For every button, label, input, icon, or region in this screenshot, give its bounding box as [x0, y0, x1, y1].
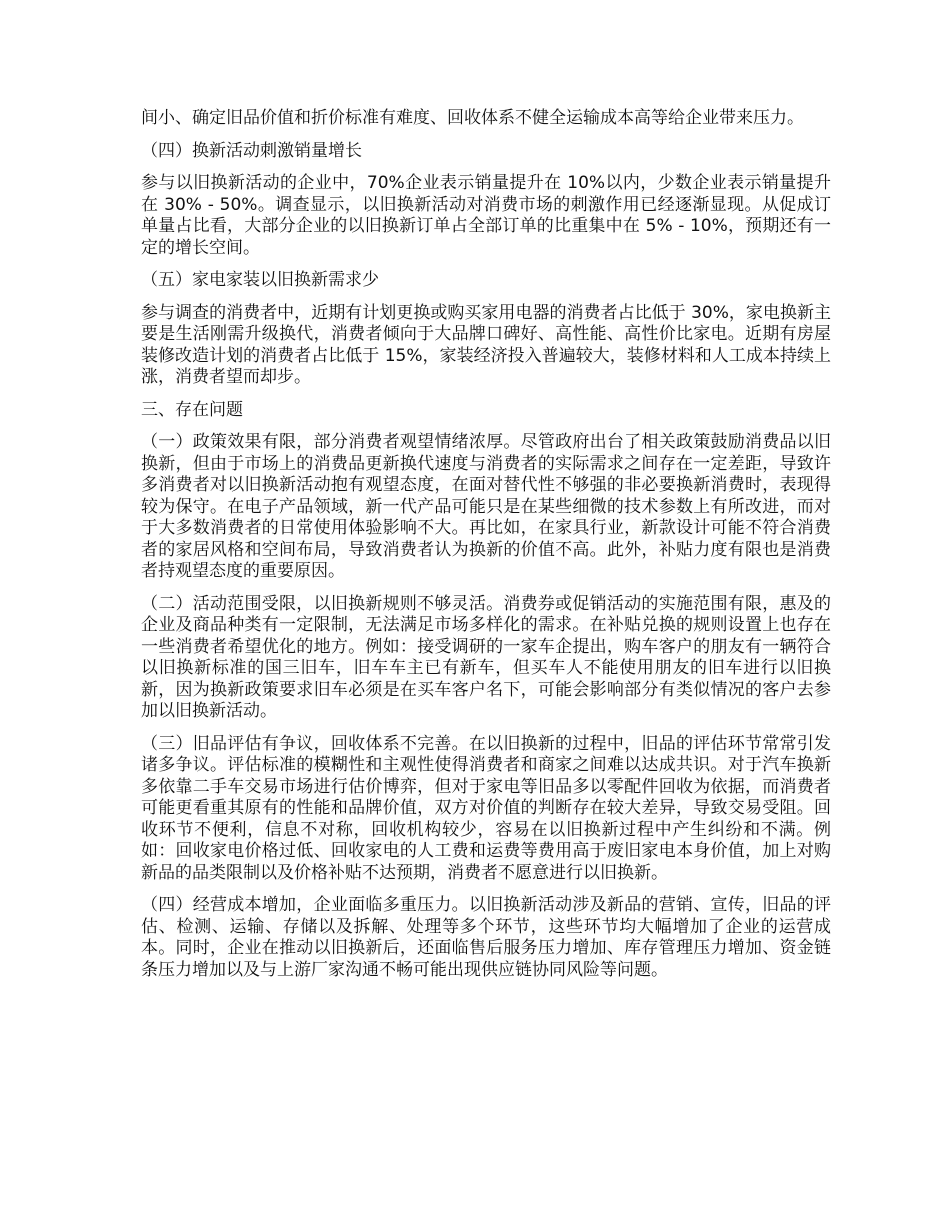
paragraph-policy-effect: （一）政策效果有限，部分消费者观望情绪浓厚。尽管政府出台了相关政策鼓励消费品以旧换新，但由于市场上的消费品更新换代速度与消费者的实际需求之间存在一定差距，导致许多消费者对以旧换新活动抱有观望态度，在面对替代性不够强的非必要换新消费时，表现得较为保守。在电子产品领域，新一代产品可能只是在某些细微的技术参数上有所改进，而对于大多数消费者的日常使用体验影响不大。再比如，在家具行业，新款设计可能不符合消费者的家居风格和空间布局，导致消费者认为换新的价值不高。此外，补贴力度有限也是消费者持观望态度的重要原因。	[141, 432, 831, 581]
heading-existing-problems: 三、存在问题	[141, 399, 243, 420]
paragraph-valuation-dispute: （三）旧品评估有争议，回收体系不完善。在以旧换新的过程中，旧品的评估环节常常引发诸多争议。评估标准的模糊性和主观性使得消费者和商家之间难以达成共识。对于汽车换新多依靠二手车交易市场进行估价博弈，但对于家电等旧品多以零配件回收为依据，而消费者可能更看重其原有的性能和品牌价值，双方对价值的判断存在较大差异，导致交易受阻。回收环节不便利，信息不对称，回收机构较少，容易在以旧换新过程中产生纠纷和不满。例如：回收家电价格过低、回收家电的人工费和运费等费用高于废旧家电本身价值，加上对购新品的品类限制以及价格补贴不达预期，消费者不愿意进行以旧换新。	[141, 733, 831, 883]
paragraph-activity-scope: （二）活动范围受限，以旧换新规则不够灵活。消费券或促销活动的实施范围有限，惠及的企业及商品种类有一定限制，无法满足市场多样化的需求。在补贴兑换的规则设置上也存在一些消费者希望优化的地方。例如：接受调研的一家车企提出，购车客户的朋友有一辆符合以旧换新标准的国三旧车，旧车车主已有新车，但买车人不能使用朋友的旧车进行以旧换新，因为换新政策要求旧车必须是在买车客户名下，可能会影响部分有类似情况的客户去参加以旧换新活动。	[141, 593, 831, 721]
heading-appliance-demand: （五）家电家装以旧换新需求少	[141, 270, 379, 290]
document-page	[141, 108, 831, 992]
paragraph-appliance-demand: 参与调查的消费者中，近期有计划更换或购买家用电器的消费者占比低于 30%，家电换新主要是生活刚需升级换代，消费者倾向于大品牌口碑好、高性能、高性价比家电。近期有房屋装修改造计划的消费者占比低于 15%，家装经济投入普遍较大，装修材料和人工成本持续上涨，消费者望而却步。	[141, 302, 831, 387]
heading-sales-growth: （四）换新活动刺激销量增长	[141, 140, 362, 161]
paragraph-recycling-pressure: 间小、确定旧品价值和折价标准有难度、回收体系不健全运输成本高等给企业带来压力。	[141, 108, 804, 128]
paragraph-sales-growth: 参与以旧换新活动的企业中，70%企业表示销量提升在 10%以内，少数企业表示销量提升在 30% - 50%。调查显示，以旧换新活动对消费市场的刺激作用已经逐渐显现。从促成订单量占比看，大部分企业的以旧换新订单占全部订单的比重集中在 5% - 10%，预期还有一定的增长空间。	[141, 173, 831, 258]
paragraph-operating-cost: （四）经营成本增加，企业面临多重压力。以旧换新活动涉及新品的营销、宣传，旧品的评估、检测、运输、存储以及拆解、处理等多个环节，这些环节均大幅增加了企业的运营成本。同时，企业在推动以旧换新后，还面临售后服务压力增加、库存管理压力增加、资金链条压力增加以及与上游厂家沟通不畅可能出现供应链协同风险等问题。	[141, 895, 831, 980]
